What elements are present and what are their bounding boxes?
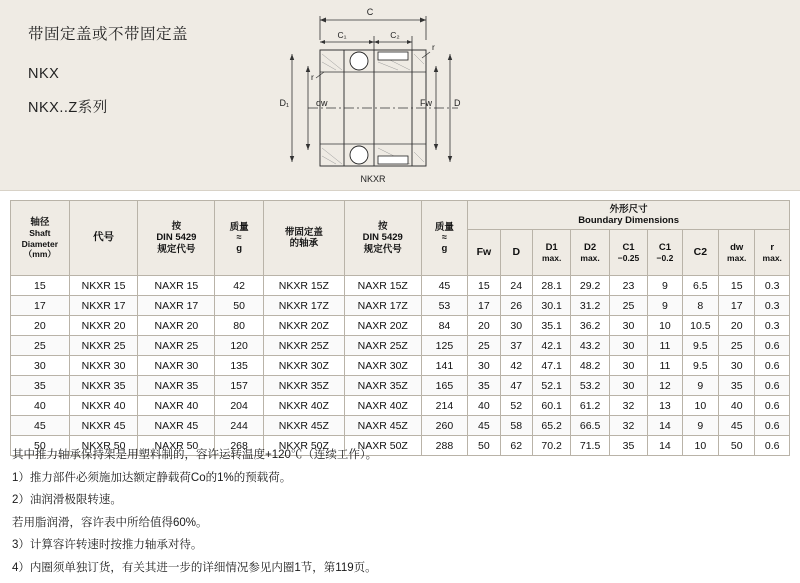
header-din-code-l3: 规定代号 <box>157 243 196 255</box>
table-cell: NKXR 45 <box>69 416 138 436</box>
header-shaft-diameter-en1: Shaft <box>29 228 51 239</box>
svg-text:Fw: Fw <box>420 98 432 108</box>
header-din-code <box>138 201 215 276</box>
table-cell: 32 <box>609 416 647 436</box>
table-cell: 29.2 <box>571 276 609 296</box>
table-cell: NAXR 50 <box>138 436 215 456</box>
page-title: 带固定盖或不带固定盖 <box>28 26 189 43</box>
header-r-qual: max. <box>762 253 782 264</box>
table-cell: 30 <box>468 356 500 376</box>
table-cell: 0.3 <box>755 316 790 336</box>
footnote-line: 若用脂润滑，容许表中所给值得60%。 <box>12 516 208 529</box>
table-cell: 165 <box>421 376 468 396</box>
table-cell: 244 <box>215 416 264 436</box>
table-cell: 17 <box>468 296 500 316</box>
table-cell: 204 <box>215 396 264 416</box>
table-cell: 30 <box>11 356 70 376</box>
table-cell: 30.1 <box>532 296 570 316</box>
table-cell: 37 <box>500 336 532 356</box>
table-cell: 52.1 <box>532 376 570 396</box>
table-cell: 36.2 <box>571 316 609 336</box>
bearing-technical-drawing <box>278 6 508 186</box>
header-r <box>755 230 790 276</box>
header-D2 <box>571 230 609 276</box>
header-din-code-2 <box>344 201 421 276</box>
header-dw-qual: max. <box>727 253 747 264</box>
header-mass2-approx: ≈ <box>441 232 447 243</box>
table-cell: 13 <box>648 396 682 416</box>
header-din-code2-l1: 按 <box>377 220 388 232</box>
table-cell: NAXR 17Z <box>344 296 421 316</box>
footnote-line: 2）油润滑极限转速。 <box>12 494 122 507</box>
table-cell: 0.6 <box>755 376 790 396</box>
table-cell: 25 <box>468 336 500 356</box>
table-cell: 50 <box>215 296 264 316</box>
table-cell: 20 <box>11 316 70 336</box>
table-cell: 14 <box>648 436 682 456</box>
table-cell: NKXR 35 <box>69 376 138 396</box>
table-cell: 48.2 <box>571 356 609 376</box>
table-cell: 23 <box>609 276 647 296</box>
table-cell: NKXR 20 <box>69 316 138 336</box>
table-cell: NKXR 50 <box>69 436 138 456</box>
table-cell: 61.2 <box>571 396 609 416</box>
table-cell: NAXR 15Z <box>344 276 421 296</box>
table-cell: NAXR 25 <box>138 336 215 356</box>
table-cell: 30 <box>609 356 647 376</box>
table-cell: NAXR 30 <box>138 356 215 376</box>
header-C1-b <box>648 230 682 276</box>
table-cell: 31.2 <box>571 296 609 316</box>
header-din-code-l1: 按 <box>171 220 182 232</box>
table-cell: 42 <box>215 276 264 296</box>
header-C1b-sym: C1 <box>658 241 671 253</box>
table-cell: NKXR 25Z <box>263 336 344 356</box>
table-cell: 30 <box>609 336 647 356</box>
table-cell: NKXR 15Z <box>263 276 344 296</box>
table-cell: 8 <box>682 296 718 316</box>
table-row <box>11 316 790 336</box>
table-cell: 84 <box>421 316 468 336</box>
table-cell: 35 <box>719 376 755 396</box>
table-cell: 25 <box>609 296 647 316</box>
table-cell: 10.5 <box>682 316 718 336</box>
header-Fw: Fw <box>468 230 500 276</box>
table-cell: 260 <box>421 416 468 436</box>
header-D1-qual: max. <box>541 253 562 264</box>
table-cell: 11 <box>648 356 682 376</box>
table-cell: NAXR 20Z <box>344 316 421 336</box>
header-mass2-unit: g <box>441 242 448 254</box>
table-cell: 25 <box>11 336 70 356</box>
table-cell: NAXR 40 <box>138 396 215 416</box>
table-cell: NKXR 20Z <box>263 316 344 336</box>
header-shaft-diameter-en2: Diameter <box>21 238 59 249</box>
table-row <box>11 396 790 416</box>
table-cell: 45 <box>468 416 500 436</box>
table-cell: NAXR 30Z <box>344 356 421 376</box>
table-cell: 0.6 <box>755 356 790 376</box>
svg-text:NKXR: NKXR <box>360 174 386 184</box>
table-cell: 9 <box>648 296 682 316</box>
header-mass <box>215 201 264 276</box>
table-cell: NKXR 30Z <box>263 356 344 376</box>
table-cell: NKXR 50Z <box>263 436 344 456</box>
table-cell: 9.5 <box>682 336 718 356</box>
table-cell: NKXR 40 <box>69 396 138 416</box>
table-cell: 70.2 <box>532 436 570 456</box>
table-cell: 11 <box>648 336 682 356</box>
header-r-sym: r <box>770 241 775 253</box>
table-cell: 50 <box>468 436 500 456</box>
svg-text:C₁: C₁ <box>337 30 347 40</box>
header-D2-sym: D2 <box>584 241 597 253</box>
table-cell: 6.5 <box>682 276 718 296</box>
header-boundary-dimensions <box>468 201 790 230</box>
header-with-cover-l2: 的轴承 <box>289 238 319 249</box>
header-D1-sym: D1 <box>545 241 558 253</box>
table-cell: 157 <box>215 376 264 396</box>
table-cell: 26 <box>500 296 532 316</box>
table-cell: NKXR 17Z <box>263 296 344 316</box>
table-cell: 40 <box>719 396 755 416</box>
table-cell: 43.2 <box>571 336 609 356</box>
table-cell: 45 <box>421 276 468 296</box>
svg-text:D: D <box>454 98 461 108</box>
header-mass-2 <box>421 201 468 276</box>
header-mass2-l1: 质量 <box>434 221 454 233</box>
table-cell: 0.3 <box>755 276 790 296</box>
table-cell: 0.6 <box>755 436 790 456</box>
table-cell: 9 <box>648 276 682 296</box>
table-cell: 42 <box>500 356 532 376</box>
table-cell: 14 <box>648 416 682 436</box>
table-cell: 65.2 <box>532 416 570 436</box>
table-cell: 10 <box>682 436 718 456</box>
table-cell: 12 <box>648 376 682 396</box>
header-din-code2-l3: 规定代号 <box>363 243 402 255</box>
table-cell: 15 <box>468 276 500 296</box>
table-cell: NKXR 45Z <box>263 416 344 436</box>
table-cell: 66.5 <box>571 416 609 436</box>
table-cell: 50 <box>11 436 70 456</box>
header-D2-qual: max. <box>580 253 600 264</box>
table-cell: 30 <box>719 356 755 376</box>
table-row <box>11 416 790 436</box>
table-cell: 47.1 <box>532 356 570 376</box>
table-cell: 32 <box>609 396 647 416</box>
svg-text:D₁: D₁ <box>279 98 289 108</box>
svg-text:r: r <box>311 72 314 82</box>
table-cell: 9 <box>682 416 718 436</box>
header-D: D <box>500 230 532 276</box>
table-cell: NKXR 30 <box>69 356 138 376</box>
table-cell: 28.1 <box>532 276 570 296</box>
table-row <box>11 336 790 356</box>
table-cell: NAXR 40Z <box>344 396 421 416</box>
table-cell: NKXR 35Z <box>263 376 344 396</box>
header-din-code2-l2: DIN 5429 <box>362 232 403 244</box>
header-band <box>0 0 800 191</box>
table-cell: 10 <box>648 316 682 336</box>
table-row <box>11 376 790 396</box>
table-cell: 50 <box>719 436 755 456</box>
table-cell: NKXR 40Z <box>263 396 344 416</box>
header-with-cover <box>263 201 344 276</box>
header-shaft-diameter-unit: （mm） <box>23 248 56 259</box>
table-cell: 60.1 <box>532 396 570 416</box>
table-cell: NAXR 17 <box>138 296 215 316</box>
svg-text:r: r <box>432 42 435 52</box>
table-cell: 45 <box>11 416 70 436</box>
table-cell: 0.3 <box>755 296 790 316</box>
table-cell: 35 <box>609 436 647 456</box>
table-cell: 15 <box>11 276 70 296</box>
table-cell: 15 <box>719 276 755 296</box>
table-cell: 9.5 <box>682 356 718 376</box>
footnote-line: 3）计算容许转速时按推力轴承对待。 <box>12 539 203 552</box>
footnote-line: 1）推力部件必须施加达额定静载荷Co的1%的预载荷。 <box>12 471 292 484</box>
header-dw <box>719 230 755 276</box>
table-row <box>11 356 790 376</box>
table-cell: 80 <box>215 316 264 336</box>
table-cell: 17 <box>719 296 755 316</box>
table-cell: 35 <box>468 376 500 396</box>
specifications-table-container <box>10 200 790 456</box>
table-cell: 0.6 <box>755 416 790 436</box>
table-cell: 53 <box>421 296 468 316</box>
table-cell: 9 <box>682 376 718 396</box>
table-cell: 120 <box>215 336 264 356</box>
title-block <box>28 22 188 117</box>
table-cell: 10 <box>682 396 718 416</box>
header-code: 代号 <box>69 201 138 276</box>
table-cell: NAXR 35 <box>138 376 215 396</box>
table-body <box>11 276 790 456</box>
table-cell: NAXR 20 <box>138 316 215 336</box>
table-cell: 40 <box>468 396 500 416</box>
table-cell: 42.1 <box>532 336 570 356</box>
header-C2: C2 <box>682 230 718 276</box>
table-cell: 20 <box>719 316 755 336</box>
header-with-cover-l1: 带固定盖 <box>284 226 323 238</box>
header-C1-tol: −0.25 <box>617 253 640 264</box>
header-C1-tolerance <box>609 230 647 276</box>
header-dw-sym: dw <box>730 241 744 253</box>
series-name: NKX <box>28 66 60 82</box>
table-cell: NKXR 25 <box>69 336 138 356</box>
table-cell: 53.2 <box>571 376 609 396</box>
table-cell: NAXR 15 <box>138 276 215 296</box>
header-mass-approx: ≈ <box>236 232 242 243</box>
table-cell: 40 <box>11 396 70 416</box>
header-din-code-l2: DIN 5429 <box>156 232 197 244</box>
table-cell: NKXR 15 <box>69 276 138 296</box>
table-cell: 141 <box>421 356 468 376</box>
footnotes <box>12 448 782 583</box>
header-C1-sym: C1 <box>622 241 635 253</box>
table-cell: 214 <box>421 396 468 416</box>
table-cell: 52 <box>500 396 532 416</box>
table-cell: 47 <box>500 376 532 396</box>
table-cell: 35.1 <box>532 316 570 336</box>
header-D1 <box>532 230 570 276</box>
specifications-table <box>10 200 790 456</box>
table-cell: NAXR 35Z <box>344 376 421 396</box>
table-cell: 288 <box>421 436 468 456</box>
series-variant: NKX..Z系列 <box>28 100 108 116</box>
table-cell: 268 <box>215 436 264 456</box>
table-cell: 58 <box>500 416 532 436</box>
table-cell: 35 <box>11 376 70 396</box>
table-cell: 71.5 <box>571 436 609 456</box>
svg-text:dw: dw <box>316 98 328 108</box>
header-mass-l1: 质量 <box>229 221 249 233</box>
table-cell: 20 <box>468 316 500 336</box>
table-cell: NAXR 45 <box>138 416 215 436</box>
table-cell: 135 <box>215 356 264 376</box>
table-cell: 17 <box>11 296 70 316</box>
table-cell: 30 <box>609 316 647 336</box>
header-shaft-diameter-cn: 轴径 <box>30 217 50 229</box>
svg-text:C₂: C₂ <box>390 30 400 40</box>
table-row <box>11 296 790 316</box>
header-boundary-en: Boundary Dimensions <box>578 215 680 227</box>
table-cell: 62 <box>500 436 532 456</box>
table-row <box>11 276 790 296</box>
header-boundary-cn: 外形尺寸 <box>609 203 648 215</box>
table-cell: NKXR 17 <box>69 296 138 316</box>
table-cell: NAXR 25Z <box>344 336 421 356</box>
table-cell: NAXR 45Z <box>344 416 421 436</box>
table-cell: 30 <box>500 316 532 336</box>
header-shaft-diameter <box>11 201 70 276</box>
table-cell: 0.6 <box>755 336 790 356</box>
header-C1b-tol: −0.2 <box>656 253 674 264</box>
table-cell: 0.6 <box>755 396 790 416</box>
table-cell: 125 <box>421 336 468 356</box>
footnote-line: 4）内圈须单独订货，有关其进一步的详细情况参见内圈1节，第119页。 <box>12 561 377 574</box>
table-header-row-1 <box>11 201 790 230</box>
header-mass-unit: g <box>236 242 242 254</box>
table-cell: 45 <box>719 416 755 436</box>
table-cell: 30 <box>609 376 647 396</box>
svg-text:C: C <box>366 7 374 17</box>
table-cell: NAXR 50Z <box>344 436 421 456</box>
table-cell: 25 <box>719 336 755 356</box>
table-cell: 24 <box>500 276 532 296</box>
footnote-line: 其中推力轴承保持架是用塑料制的，容许运转温度+120℃（连续工作）。 <box>12 449 378 461</box>
